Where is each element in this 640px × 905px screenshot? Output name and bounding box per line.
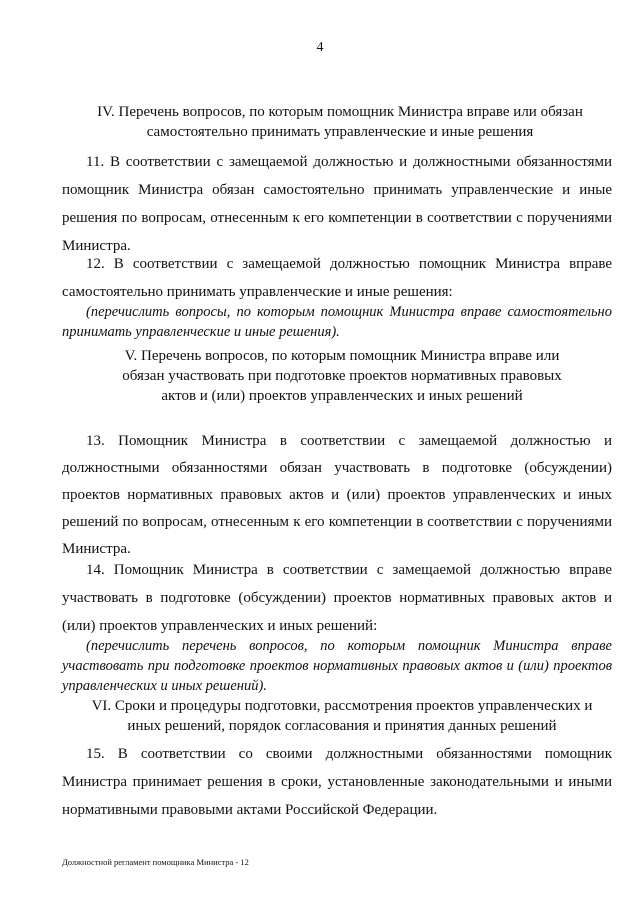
paragraph-12: 12. В соответствии с замещаемой должностью помощник Министра вправе самостоятельно принимать управленческие и иные решения: (62, 256, 612, 300)
section-4-heading: IV. Перечень вопросов, по которым помощник Министра вправе или обязан самостоятельно принимать управленческие и иные решения (97, 104, 583, 140)
paragraph-14: 14. Помощник Министра в соответствии с замещаемой должностью вправе участвовать в подготовке (обсуждении) проектов нормативных правовых актов и (или) проектов управленческих и иных решений: (62, 562, 612, 634)
paragraph-14-note: (перечислить перечень вопросов, по которым помощник Министра вправе участвовать при подготовке проектов нормативных правовых актов и (или) проектов управленческих и иных решений). (62, 638, 612, 694)
paragraph-15: 15. В соответствии со своими должностными обязанностями помощник Министра принимает решения в сроки, установленные законодательными и иными нормативными правовыми актами Российской Федерации. (62, 746, 612, 818)
paragraph-11: 11. В соответствии с замещаемой должностью и должностными обязанностями помощник Министра обязан самостоятельно принимать управленческие и иные решения по вопросам, отнесенным к его компетенции в соответствии с поручениями Министра. (62, 154, 612, 254)
page-number: 4 (316, 40, 324, 55)
paragraph-12-note: (перечислить вопросы, по которым помощник Министра вправе самостоятельно принимать управленческие и иные решения). (62, 304, 612, 340)
section-6-heading: VI. Сроки и процедуры подготовки, рассмотрения проектов управленческих и иных решений, порядок согласования и принятия данных решений (91, 698, 593, 734)
paragraph-13: 13. Помощник Министра в соответствии с замещаемой должностью и должностными обязанностями обязан участвовать в подготовке (обсуждении) проектов нормативных правовых актов и (или) проектов управленческих и иных решений по вопросам, отнесенным к его компетенции в соответствии с поручениями Министра. (62, 433, 612, 557)
section-5-heading: V. Перечень вопросов, по которым помощник Министра вправе или обязан участвовать при подготовке проектов нормативных правовых актов и (или) проектов управленческих и иных решений (122, 348, 562, 404)
document-footer: Должностной регламент помощника Министра - 12 (62, 857, 249, 867)
